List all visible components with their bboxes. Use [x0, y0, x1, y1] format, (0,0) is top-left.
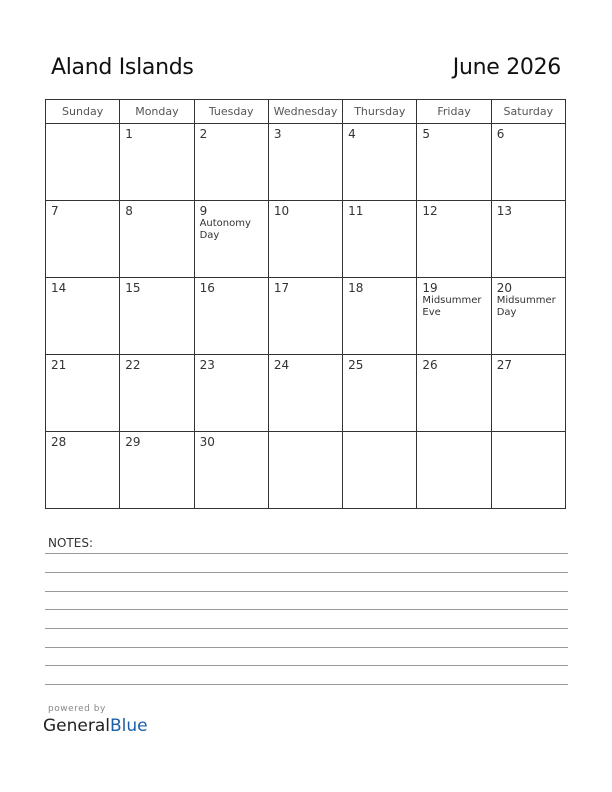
calendar-grid — [45, 99, 566, 509]
calendar-week-row — [46, 201, 566, 278]
calendar-day-cell[interactable] — [343, 432, 417, 509]
calendar-day-cell[interactable] — [46, 432, 120, 509]
country-title: Aland Islands — [51, 55, 194, 80]
month-year-title: June 2026 — [452, 55, 561, 80]
calendar-day-cell[interactable] — [491, 432, 565, 509]
notes-line — [45, 572, 568, 573]
calendar-day-cell[interactable] — [343, 355, 417, 432]
day-number: 30 — [199, 435, 215, 449]
weekday-saturday: Saturday — [491, 100, 565, 124]
day-number: 2 — [199, 127, 208, 141]
holiday-label: Midsummer — [496, 295, 556, 306]
day-number — [269, 432, 342, 436]
calendar-day-cell[interactable] — [343, 124, 417, 201]
calendar-day-cell[interactable] — [120, 432, 194, 509]
powered-by-text: powered by — [48, 704, 106, 714]
day-number — [417, 432, 490, 436]
brand-general: General — [43, 716, 110, 736]
generalblue-logo[interactable] — [43, 716, 148, 736]
holiday-label: Eve — [422, 307, 441, 318]
day-number — [343, 432, 416, 436]
weekday-monday: Monday — [120, 100, 194, 124]
day-number: 4 — [348, 127, 356, 141]
day-number — [46, 124, 119, 128]
weekday-header-row — [46, 100, 566, 124]
calendar-day-cell[interactable] — [343, 201, 417, 278]
calendar-day-cell[interactable] — [491, 355, 565, 432]
calendar-week-row — [46, 355, 566, 432]
calendar-weeks — [46, 124, 566, 509]
calendar-day-cell[interactable] — [120, 278, 194, 355]
day-number: 9 — [199, 204, 208, 218]
day-number: 3 — [273, 127, 282, 141]
day-number: 23 — [199, 358, 215, 372]
day-number: 28 — [51, 435, 67, 449]
calendar-day-cell[interactable] — [194, 432, 268, 509]
brand-blue: Blue — [110, 716, 148, 736]
holiday-label: Day — [199, 230, 220, 241]
calendar-day-cell[interactable] — [120, 201, 194, 278]
holiday-label: Autonomy — [199, 218, 251, 229]
day-number: 17 — [273, 281, 290, 295]
calendar-week-row — [46, 432, 566, 509]
day-number: 25 — [348, 358, 364, 372]
day-number: 13 — [496, 204, 512, 218]
day-number: 1 — [125, 127, 133, 141]
calendar-day-cell[interactable] — [268, 201, 342, 278]
notes-line — [45, 628, 568, 629]
day-number: 22 — [125, 358, 141, 372]
calendar-day-cell[interactable] — [268, 278, 342, 355]
calendar-day-cell[interactable] — [194, 124, 268, 201]
notes-line — [45, 647, 568, 648]
calendar-day-cell[interactable] — [268, 124, 342, 201]
calendar-week-row — [46, 278, 566, 355]
calendar-day-cell[interactable] — [194, 201, 268, 278]
calendar-day-cell[interactable] — [120, 124, 194, 201]
day-number — [492, 432, 565, 436]
calendar-day-cell[interactable] — [491, 201, 565, 278]
weekday-wednesday: Wednesday — [268, 100, 342, 124]
notes-label: NOTES: — [48, 536, 93, 550]
calendar-day-cell[interactable] — [417, 201, 491, 278]
notes-line — [45, 684, 568, 685]
day-number: 5 — [422, 127, 431, 141]
calendar-day-cell[interactable] — [46, 201, 120, 278]
calendar-day-cell[interactable] — [46, 355, 120, 432]
day-number: 7 — [51, 204, 59, 218]
calendar-day-cell[interactable] — [417, 355, 491, 432]
day-number: 16 — [199, 281, 215, 295]
day-number: 20 — [496, 281, 512, 295]
calendar-day-cell[interactable] — [417, 432, 491, 509]
holiday-label: Day — [496, 307, 517, 318]
day-number: 18 — [348, 281, 364, 295]
day-number: 24 — [273, 358, 290, 372]
day-number: 6 — [496, 127, 505, 141]
calendar-day-cell[interactable] — [491, 278, 565, 355]
notes-line — [45, 665, 568, 666]
holiday-label: Midsummer — [422, 295, 482, 306]
calendar-day-cell[interactable] — [194, 355, 268, 432]
calendar-day-cell[interactable] — [268, 355, 342, 432]
day-number: 11 — [348, 204, 364, 218]
calendar-day-cell[interactable] — [417, 278, 491, 355]
calendar-day-cell[interactable] — [194, 278, 268, 355]
calendar-day-cell[interactable] — [491, 124, 565, 201]
calendar-day-cell[interactable] — [46, 124, 120, 201]
day-number: 10 — [273, 204, 290, 218]
weekday-tuesday: Tuesday — [194, 100, 268, 124]
day-number: 12 — [422, 204, 438, 218]
day-number: 21 — [51, 358, 67, 372]
day-number: 29 — [125, 435, 141, 449]
weekday-friday: Friday — [417, 100, 491, 124]
day-number: 19 — [422, 281, 438, 295]
weekday-sunday: Sunday — [46, 100, 120, 124]
calendar-day-cell[interactable] — [268, 432, 342, 509]
calendar-day-cell[interactable] — [46, 278, 120, 355]
day-number: 8 — [125, 204, 133, 218]
notes-line — [45, 553, 568, 554]
calendar-day-cell[interactable] — [120, 355, 194, 432]
weekday-thursday: Thursday — [343, 100, 417, 124]
day-number: 27 — [496, 358, 512, 372]
calendar-day-cell[interactable] — [417, 124, 491, 201]
day-number: 26 — [422, 358, 438, 372]
notes-line — [45, 591, 568, 592]
calendar-week-row — [46, 124, 566, 201]
notes-line — [45, 609, 568, 610]
day-number: 14 — [51, 281, 67, 295]
calendar-day-cell[interactable] — [343, 278, 417, 355]
day-number: 15 — [125, 281, 141, 295]
